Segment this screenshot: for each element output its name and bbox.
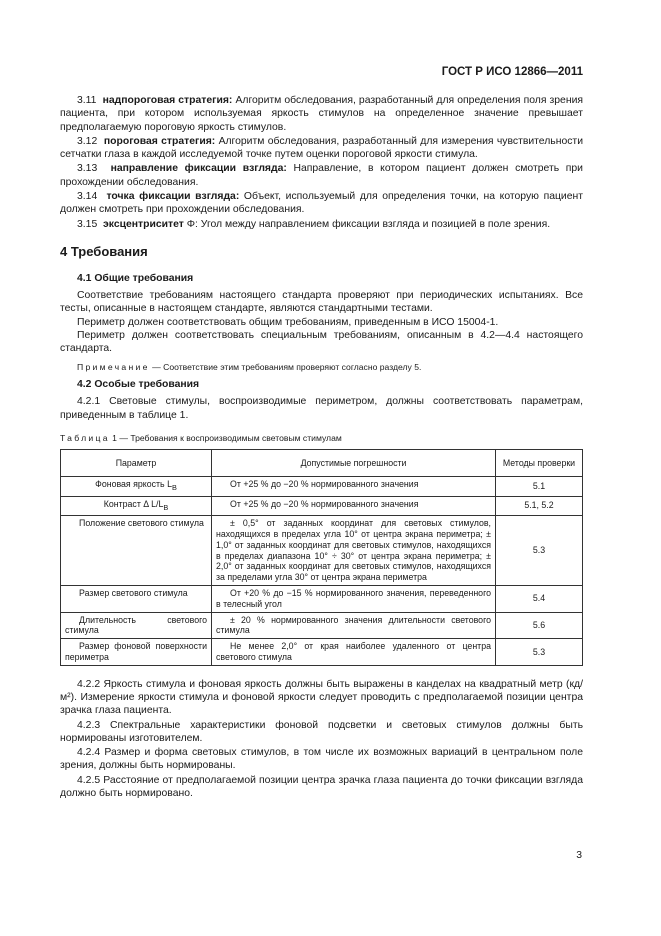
definition-3-11: 3.11 надпороговая стратегия: Алгоритм обследования, разработанный для определения поля зрения пациента, при котором используемая яркость стимулов на определенное значение превышает предполагаемую пороговую яркость стимулов. (60, 95, 584, 133)
cell-method: 5.3 (496, 516, 583, 586)
section-4-2-4: 4.2.4 Размер и форма световых стимулов, в том числе их возможных вариаций в центральном поле зрения, должны быть нормированы. (60, 747, 583, 772)
section-4-2-title: 4.2 Особые требования (77, 379, 200, 391)
section-4-2-continuation (60, 678, 583, 801)
header-tolerance: Допустимые погрешности (212, 450, 496, 477)
section-4-1-para-1: Соответствие требованиям настоящего стандарта проверяют при периодических испытаниях. Все тесты, описанные в настоящем стандарте, являются стандартными тестами. (60, 289, 583, 315)
section-4-1-para-3: Периметр должен соответствовать специальным требованиям, описанным в 4.2—4.4 настоящего стандарта. (60, 329, 583, 355)
cell-tolerance: От +20 % до −15 % нормированного значения, переведенного в телесный угол (212, 585, 496, 612)
cell-parameter: Размер фоновой поверхности периметра (61, 639, 212, 666)
cell-method: 5.6 (496, 612, 583, 639)
cell-tolerance: Не менее 2,0° от края наиболее удаленного от центра светового стимула (212, 639, 496, 666)
note: Примечание — Соответствие этим требованиям проверяют согласно разделу 5. (77, 362, 422, 373)
table-caption: Таблица 1 — Требования к воспроизводимым световым стимулам (60, 433, 342, 444)
table-row (61, 639, 583, 666)
definition-3-15: 3.15 эксцентриситет Φ: Угол между направлением фиксации взгляда и позицией в поле зрения. (77, 218, 551, 230)
table-header-row (61, 450, 583, 477)
section-4-2-3: 4.2.3 Спектральные характеристики фоновой подсветки и световых стимулов должны быть нормированы изготовителем. (60, 719, 583, 744)
cell-parameter: Длительность светового стимула (61, 612, 212, 639)
cell-parameter: Положение светового стимула (61, 516, 212, 586)
definition-3-12: 3.12 пороговая стратегия: Алгоритм обследования, разработанный для измерения чувствительности сетчатки глаза в каждой исследуемой точке путем оценки пороговой яркости стимула. (60, 135, 583, 161)
section-4-1-para-2: Периметр должен соответствовать общим требованиям, приведенным в ИСО 15004-1. (77, 316, 499, 328)
cell-parameter: Размер светового стимула (61, 585, 212, 612)
table-row (61, 477, 583, 497)
section-4-2-1: 4.2.1 Световые стимулы, воспроизводимые периметром, должны соответствовать параметрам, приведенным в таблице 1. (60, 396, 583, 421)
header-parameter: Параметр (61, 450, 212, 477)
section-4-2-2: 4.2.2 Яркость стимула и фоновая яркость должны быть выражены в канделах на квадратный метр (кд/м²). Измерение яркости стимула и фоновой яркости следует проводить с предполагаемой позиции центра зрачка глаза пациента. (60, 678, 583, 717)
requirements-table (60, 449, 583, 666)
table-row (61, 496, 583, 516)
page-number: 3 (576, 850, 582, 861)
cell-parameter: Контраст Δ $L/L_B$ (61, 496, 212, 516)
cell-parameter: Фоновая яркость $L_B$ (61, 477, 212, 497)
cell-method: 5.4 (496, 585, 583, 612)
table-row (61, 516, 583, 586)
cell-tolerance: ± 0,5° от заданных координат для световых стимулов, находящихся в пределах угла 10° от центра экрана периметра; ± 1,0° от заданных координат для световых стимулов, находящихся в пределах диапазона 10° ÷ 30° от центра экрана периметра; ± 2,0° от заданных координат для световых стимулов, находящихся за пределами угла 30° от центра экрана периметра (212, 516, 496, 586)
section-4-1-title: 4.1 Общие требования (77, 272, 194, 284)
definition-3-14: 3.14 точка фиксации взгляда: Объект, используемый для определения точки, на которую пациент должен смотреть при прохождении обследования. (60, 191, 584, 216)
definition-3-13: 3.13 направление фиксации взгляда: Направление, в котором пациент должен смотреть при прохождении обследования. (60, 163, 583, 188)
section-4-title: 4 Требования (60, 243, 148, 259)
cell-method: 5.1, 5.2 (496, 496, 583, 516)
table-row (61, 585, 583, 612)
page-content (60, 94, 583, 800)
table-row (61, 612, 583, 639)
cell-tolerance: От +25 % до −20 % нормированного значения (212, 477, 496, 497)
header-methods: Методы проверки (496, 450, 583, 477)
cell-tolerance: От +25 % до −20 % нормированного значения (212, 496, 496, 516)
section-4-2-5: 4.2.5 Расстояние от предполагаемой позиции центра зрачка глаза пациента до точки фиксации взгляда должно быть нормировано. (60, 774, 583, 800)
standard-header: ГОСТ Р ИСО 12866—2011 (441, 66, 583, 78)
cell-tolerance: ± 20 % нормированного значения длительности светового стимула (212, 612, 496, 639)
cell-method: 5.3 (496, 639, 583, 666)
cell-method: 5.1 (496, 477, 583, 497)
